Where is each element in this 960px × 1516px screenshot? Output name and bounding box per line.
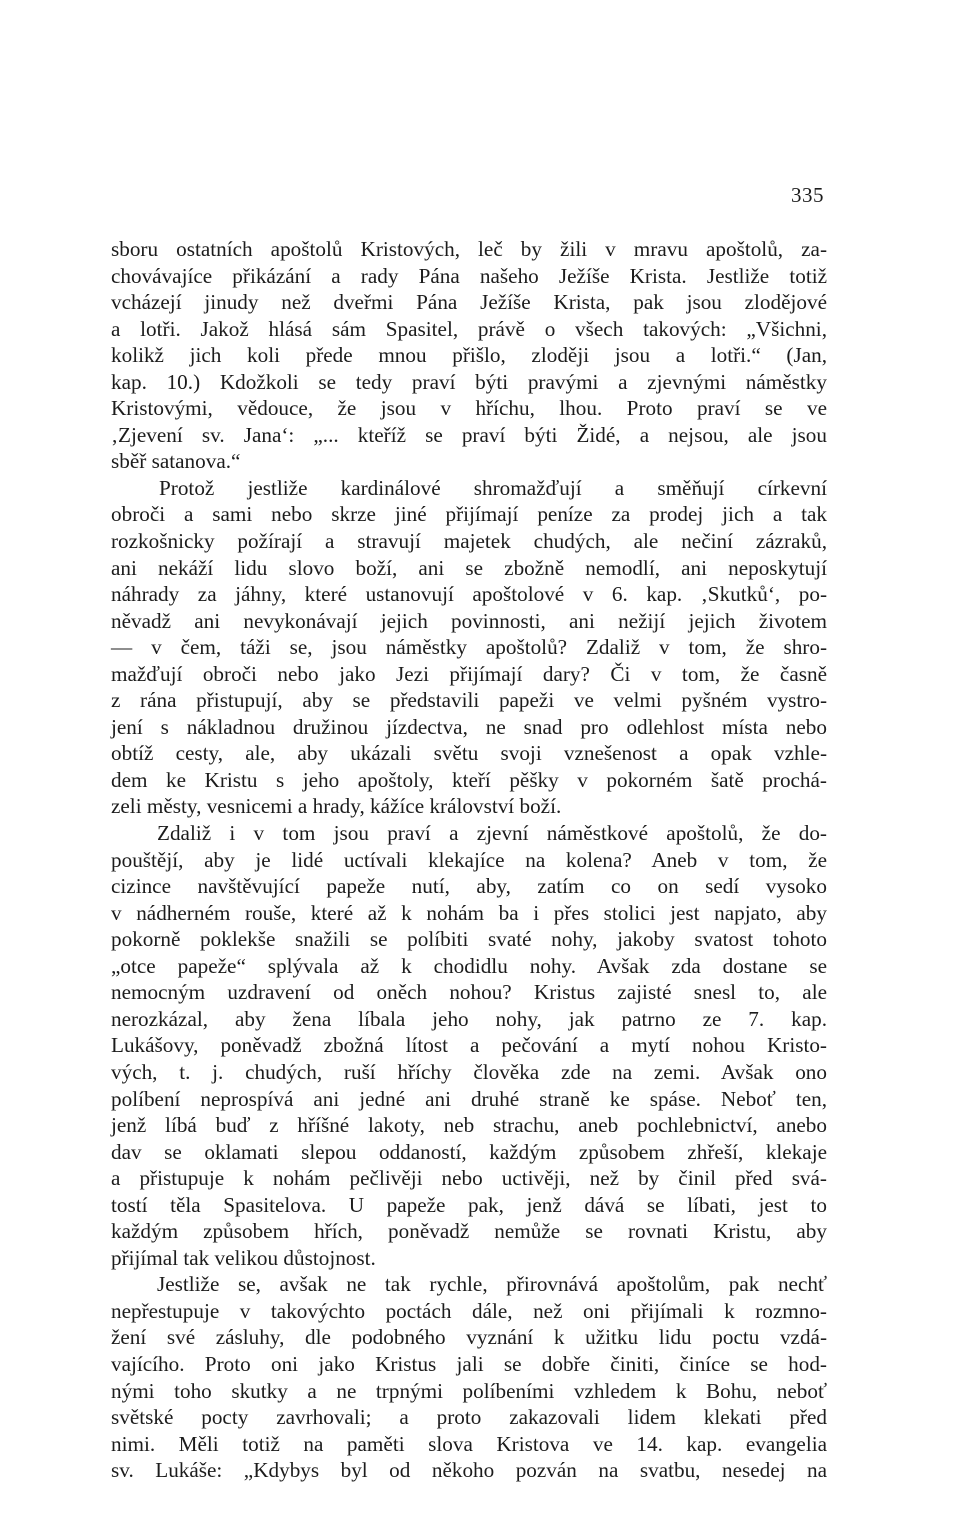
body-text (111, 236, 827, 1484)
text-line: „otce papeže“ splývala až k chodidlu nohy. Avšak zda dostane se (111, 953, 827, 978)
text-line: a lotři. Jakož hlásá sám Spasitel, právě o všech takových: „Všichni, (111, 316, 827, 341)
text-line: ‚Zjevení sv. Jana‘: „... kteříž se praví býti Židé, a nejsou, ale jsou (111, 422, 827, 447)
text-line: rozkošnicky požírají a stravují majetek chudých, ale nečiní zázraků, (111, 529, 827, 554)
text-line: pokorně poklekše snažili se políbiti svaté nohy, jakoby svatost tohoto (111, 927, 827, 952)
text-line: cizince navštěvující papeže nutí, aby, zatím co on sedí vysoko (111, 874, 827, 899)
text-line: každým způsobem hřích, poněvadž nemůže se rovnati Kristu, aby (111, 1219, 827, 1244)
text-line: obtíž cesty, ale, aby ukázali světu svoji vznešenost a opak vzhle- (111, 741, 827, 766)
paragraph-start-line: Protož jestliže kardinálové shromažďují a směňují církevní (159, 475, 827, 500)
text-line: pouštějí, aby je lidé uctívali klekajíce na kolena? Aneb v tom, že (111, 847, 827, 872)
text-line: sv. Lukáše: „Kdybys byl od někoho pozván na svatbu, nesedej na (111, 1458, 827, 1483)
paragraph-start-line: Jestliže se, avšak ne tak rychle, přirovnává apoštolům, pak nechť (157, 1272, 827, 1297)
text-line: něvadž ani nevykonávají jejich povinnosti, ani nežijí jejich životem (111, 608, 827, 633)
text-line: světské pocty zavrhovali; a proto zakazovali lidem klekati před (111, 1405, 827, 1430)
text-line: žení své zásluhy, dle podobného vyznání k užitku lidu poctu vzdá- (111, 1325, 827, 1350)
text-line: sboru ostatních apoštolů Kristových, leč by žili v mravu apoštolů, za- (111, 237, 827, 261)
text-line: nerozkázal, aby žena líbala jeho nohy, jak patrno ze 7. kap. (111, 1006, 827, 1031)
text-line: vcházejí jinudy než dveřmi Pána Ježíše Krista, pak jsou zlodějové (111, 290, 827, 315)
text-line: sběř satanova.“ (111, 449, 241, 474)
text-line: zeli městy, vesnicemi a hrady, kážíce království boží. (111, 794, 562, 819)
text-line: obroči a sami nebo skrze jiné přijímají peníze za prodej jich a tak (111, 502, 827, 527)
text-line: tostí těla Spasitelova. U papeže pak, jenž dává se líbati, jest to (111, 1192, 827, 1217)
page-number: 335 (791, 183, 824, 207)
text-line: políbení neprospívá ani jedné ani druhé straně ke spáse. Neboť ten, (111, 1086, 827, 1111)
text-line: kolikž jich koli přede mnou přišlo, zloději jsou a lotři.“ (Jan, (111, 343, 827, 368)
text-line: vajícího. Proto oni jako Kristus jali se dobře činiti, činíce se hod- (111, 1351, 827, 1376)
text-line: ani nekáží lidu slovo boží, ani se zbožně nemodlí, ani neposkytují (111, 555, 827, 580)
paragraph-start-line: Zdaliž i v tom jsou praví a zjevní náměstkové apoštolů, že do- (157, 821, 827, 846)
text-line: přijímal tak velikou důstojnost. (111, 1245, 376, 1270)
text-line: Kristovými, vědouce, že jsou v hříchu, lhou. Proto praví se ve (111, 396, 827, 421)
text-line: dav se oklamati slepou oddaností, každým způsobem zhřeší, klekaje (111, 1139, 827, 1164)
text-line: mažďují obroči nebo jako Jezi přijímají dary? Či v tom, že časně (111, 661, 827, 686)
text-line: vých, t. j. chudých, ruší hříchy člověka zde na zemi. Avšak ono (111, 1059, 827, 1084)
text-line: nimi. Měli totiž na paměti slova Kristova ve 14. kap. evangelia (111, 1431, 827, 1456)
text-line: v nádherném rouše, které až k nohám ba i přes stolici jest napjato, aby (111, 900, 827, 925)
text-line: nemocným uzdravení od oněch nohou? Kristus zajisté snesl to, ale (111, 980, 827, 1005)
text-line: a přistupuje k nohám pečlivěji nebo uctivěji, než by činil před svá- (111, 1166, 827, 1191)
text-line: náhrady za jáhny, které ustanovují apoštolové v 6. kap. ‚Skutků‘, po- (111, 582, 827, 607)
text-line: chovávajíce přikázání a rady Pána našeho Ježíše Krista. Jestliže totiž (111, 263, 827, 288)
text-line: nými toho skutky a ne trpnými políbeními vzhledem k Bohu, neboť (111, 1378, 827, 1403)
text-line: jení s nákladnou družinou jízdectva, ne snad pro odlehlost místa nebo (111, 714, 827, 739)
text-line: nepřestupuje v takovýchto poctách dále, než oni přijímali k rozmno- (111, 1298, 827, 1323)
text-line: Lukášovy, poněvadž zbožná lítost a pečování a mytí nohou Kristo- (111, 1033, 827, 1058)
text-line: — v čem, táži se, jsou náměstky apoštolů? Zdaliž v tom, že shro- (111, 635, 827, 660)
text-line: kap. 10.) Kdožkoli se tedy praví býti pravými a zjevnými náměstky (111, 369, 827, 394)
text-line: z rána přistupují, aby se představili papeži ve velmi pyšném vystro- (111, 688, 827, 713)
text-line: jenž líbá buď z hříšné lakoty, neb strachu, aneb pochlebnictví, anebo (111, 1113, 827, 1138)
text-line: dem ke Kristu s jeho apoštoly, kteří pěšky v pokorném šatě prochá- (111, 767, 827, 792)
